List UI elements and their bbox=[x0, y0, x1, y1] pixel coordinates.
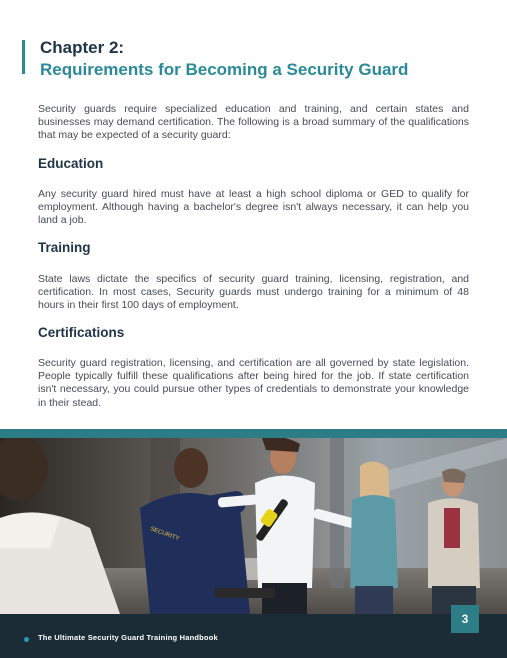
footer-bullet-icon bbox=[24, 637, 29, 642]
jacket-text: SECURITY bbox=[149, 526, 180, 543]
photo-top-band bbox=[0, 429, 507, 438]
page-number: 3 bbox=[451, 605, 479, 633]
security-screening-photo bbox=[0, 438, 507, 614]
section-body-certifications: Security guard registration, licensing, and certification are all governed by state legislation. People typically fulfill these qualifications after being hired for the job. If state certification isn't necessary, you could pursue other types of credentials to demonstrate your knowledge in their stead. bbox=[38, 357, 469, 409]
section-body-education: Any security guard hired must have at least a high school diploma or GED to qualify for employment. Although having a bachelor's degree isn't always necessary, it can help you land a job. bbox=[38, 188, 469, 227]
section-heading-certifications: Certifications bbox=[38, 325, 125, 340]
intro-paragraph: Security guards require specialized education and training, and certain states and businesses may demand certification. The following is a broad summary of the qualifications that may be expected of a security guard: bbox=[38, 103, 469, 142]
chapter-label: Chapter 2: bbox=[40, 38, 125, 57]
footer-title: The Ultimate Security Guard Training Handbook bbox=[38, 633, 218, 642]
chapter-accent-bar bbox=[22, 40, 25, 74]
security-screening-illustration bbox=[0, 438, 507, 614]
section-body-training: State laws dictate the specifics of security guard training, licensing, registration, and certification. In most cases, Security guards must undergo training for a minimum of 48 hours in their first 100 days of employment. bbox=[38, 273, 469, 312]
section-heading-training: Training bbox=[38, 240, 91, 255]
section-heading-education: Education bbox=[38, 156, 104, 171]
chapter-title: Requirements for Becoming a Security Guard bbox=[40, 60, 409, 79]
